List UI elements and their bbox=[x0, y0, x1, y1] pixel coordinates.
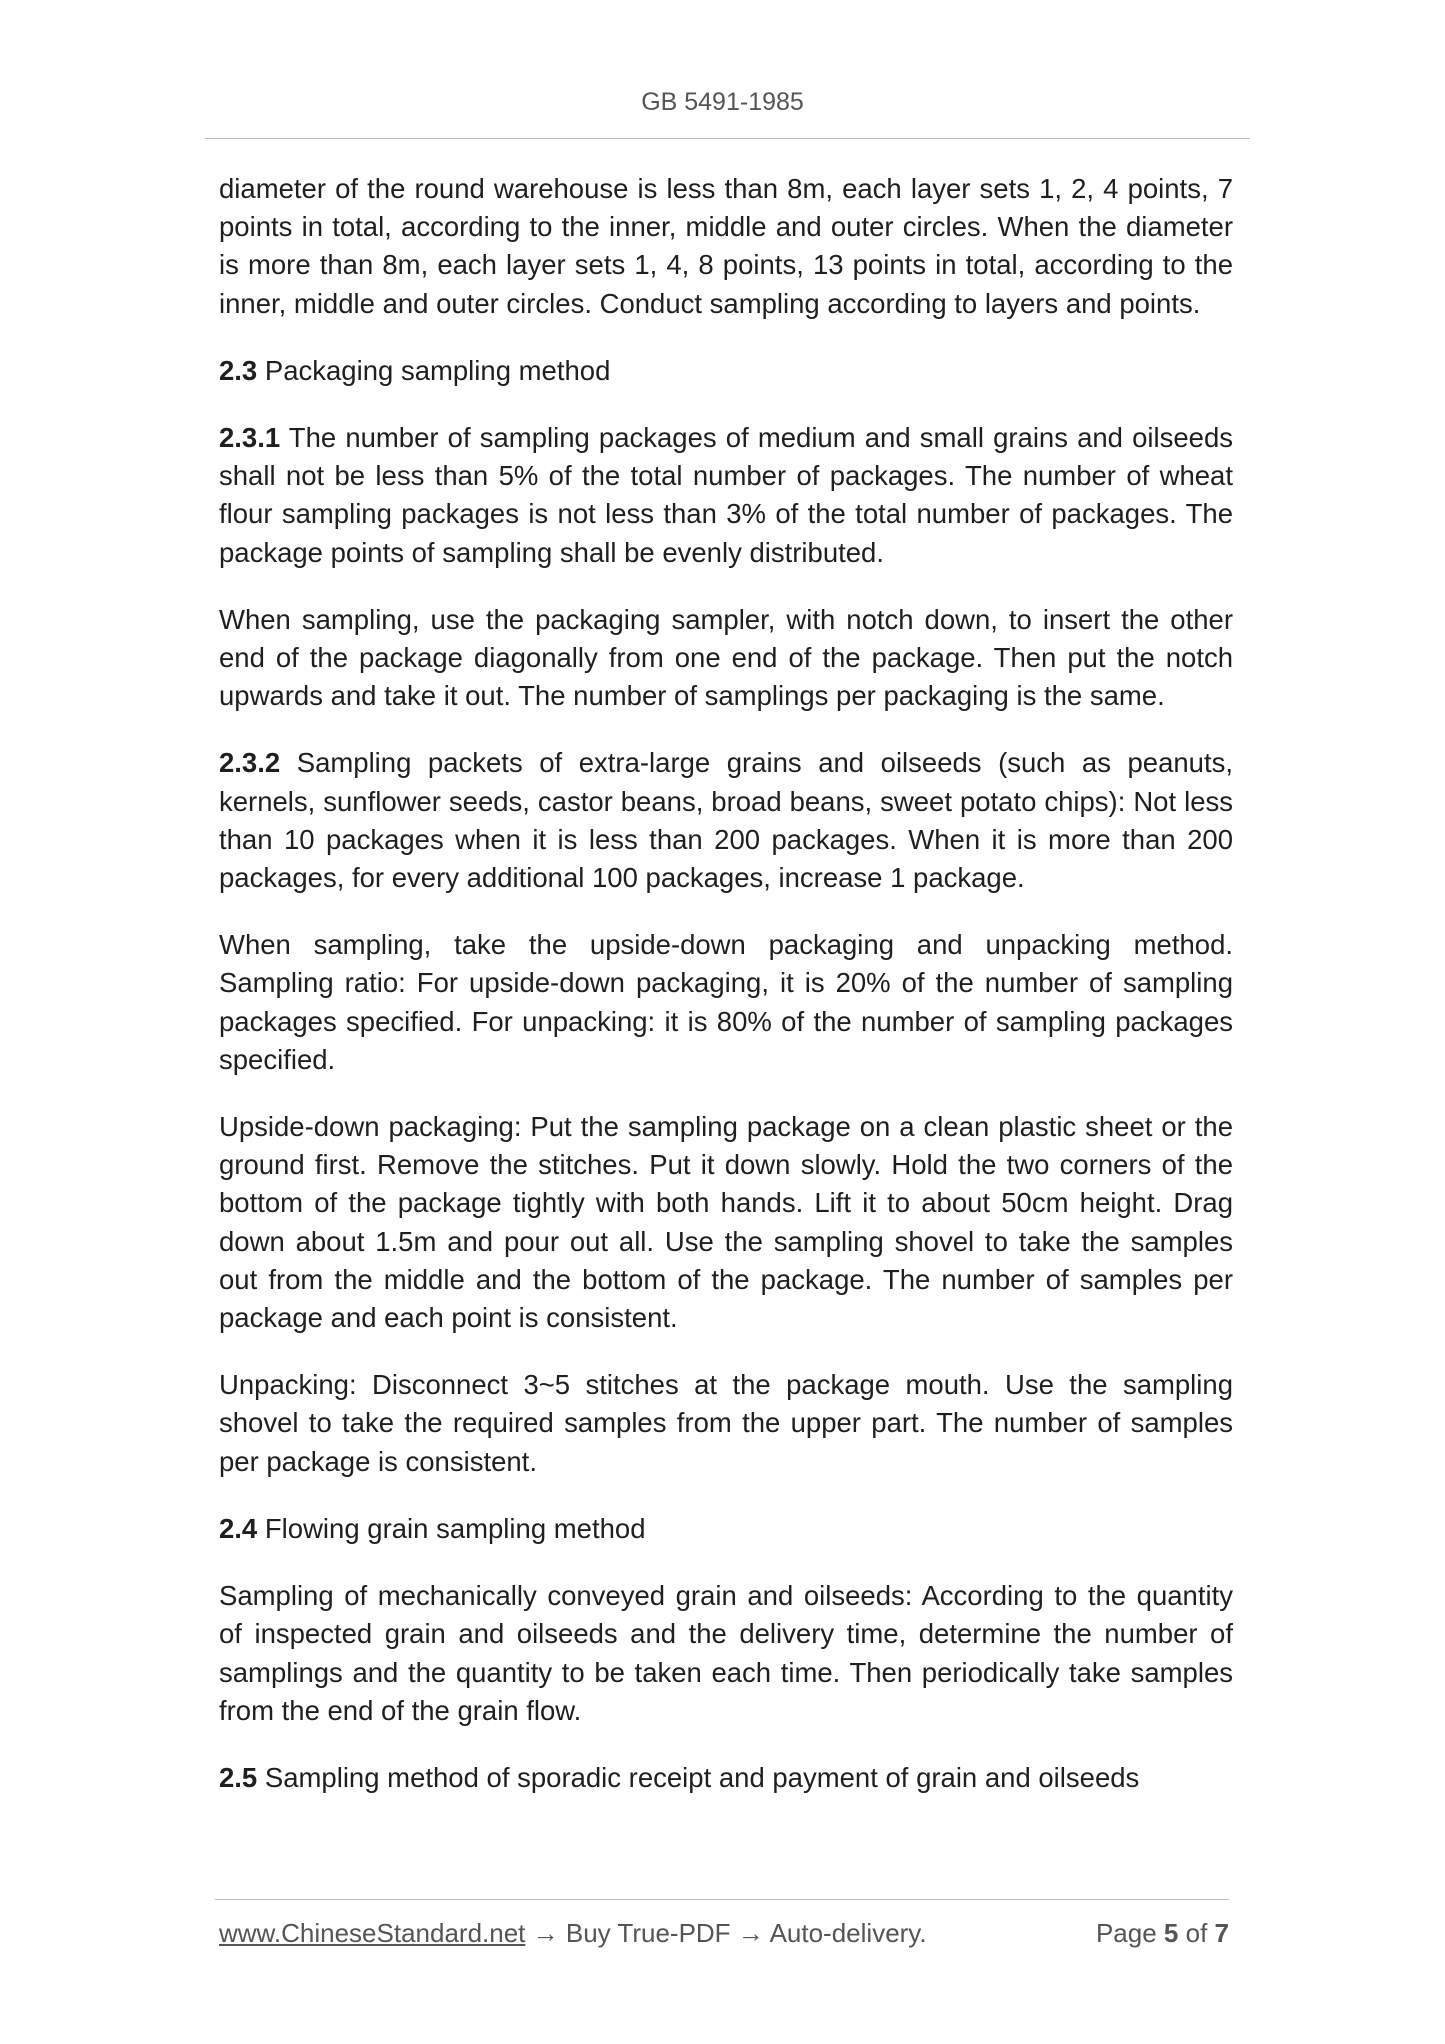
footer-divider bbox=[215, 1899, 1229, 1900]
header-divider bbox=[205, 138, 1250, 139]
page-label: Page bbox=[1095, 1918, 1164, 1948]
page-indicator bbox=[1096, 1918, 1229, 1949]
paragraph-text: diameter of the round warehouse is less than 8m, each layer sets 1, 2, 4 points, 7 points in total, according to the inner, middle and outer circles. When the diameter is more than 8m, each layer sets 1, 4, 8 points, 13 points in total, according to the inner, middle and outer circles. Conduct sampling according to layers and points. bbox=[219, 173, 1233, 319]
total-pages: 7 bbox=[1214, 1918, 1229, 1948]
paragraph-text: Sampling method of sporadic receipt and payment of grain and oilseeds bbox=[257, 1761, 1140, 1793]
footer-promo bbox=[219, 1918, 927, 1949]
page-of-label: of bbox=[1178, 1918, 1215, 1948]
paragraph bbox=[219, 419, 1233, 572]
section-heading bbox=[219, 1510, 1233, 1548]
paragraph-text: Unpacking: Disconnect 3~5 stitches at the package mouth. Use the sampling shovel to take the required samples from the upper part. The number of samples per package is consistent. bbox=[219, 1369, 1233, 1477]
paragraph bbox=[219, 170, 1233, 323]
document-body bbox=[219, 170, 1233, 1826]
current-page: 5 bbox=[1163, 1918, 1179, 1948]
section-number: 2.3 bbox=[219, 354, 258, 386]
section-heading bbox=[219, 352, 1233, 390]
paragraph bbox=[219, 1577, 1233, 1730]
paragraph-text: Sampling packets of extra-large grains and oilseeds (such as peanuts, kernels, sunflower seeds, castor beans, broad beans, sweet potato chips): Not less than 10 packages when it is less than 200 packages. When it is more than 200 packages, for every additional 100 packages, increase 1 package. bbox=[219, 747, 1233, 894]
paragraph-text: Sampling of mechanically conveyed grain and oilseeds: According to the quantity of inspected grain and oilseeds and the delivery time, determine the number of samplings and the quantity to be taken each time. Then periodically take samples from the end of the grain flow. bbox=[219, 1580, 1233, 1726]
paragraph-text: When sampling, take the upside-down packaging and unpacking method. Sampling ratio: For upside-down packaging, it is 20% of the number of sampling packages specified. For unpacking: it is 80% of the number of sampling packages specified. bbox=[219, 929, 1233, 1075]
paragraph-text: Packaging sampling method bbox=[257, 354, 611, 386]
paragraph bbox=[219, 1108, 1233, 1337]
section-number: 2.3.1 bbox=[219, 422, 281, 454]
paragraph bbox=[219, 926, 1233, 1079]
paragraph-text: Flowing grain sampling method bbox=[257, 1512, 646, 1544]
website-link[interactable]: www.ChineseStandard.net bbox=[219, 1918, 526, 1948]
section-number: 2.3.2 bbox=[219, 747, 281, 779]
section-number: 2.5 bbox=[219, 1761, 258, 1793]
section-heading bbox=[219, 1759, 1233, 1797]
paragraph bbox=[219, 744, 1233, 897]
page-footer bbox=[219, 1918, 1229, 1954]
paragraph bbox=[219, 601, 1233, 716]
paragraph-text: The number of sampling packages of medium and small grains and oilseeds shall not be less than 5% of the total number of packages. The number of wheat flour sampling packages is not less than 3% of the total number of packages. The package points of sampling shall be evenly distributed. bbox=[219, 422, 1233, 568]
paragraph bbox=[219, 1366, 1233, 1481]
footer-promo-text: → Buy True-PDF → Auto-delivery. bbox=[525, 1918, 927, 1948]
paragraph-text: When sampling, use the packaging sampler, with notch down, to insert the other end of the package diagonally from one end of the package. Then put the notch upwards and take it out. The number of samplings per packaging is the same. bbox=[219, 603, 1233, 712]
section-number: 2.4 bbox=[219, 1512, 258, 1544]
paragraph-text: Upside-down packaging: Put the sampling package on a clean plastic sheet or the ground first. Remove the stitches. Put it down slowly. Hold the two corners of the bottom of the package tightly with both hands. Lift it to about 50cm height. Drag down about 1.5m and pour out all. Use the sampling shovel to take the samples out from the middle and the bottom of the package. The number of samples per package and each point is consistent. bbox=[219, 1111, 1233, 1334]
page-header: GB 5491-1985 bbox=[641, 88, 804, 116]
